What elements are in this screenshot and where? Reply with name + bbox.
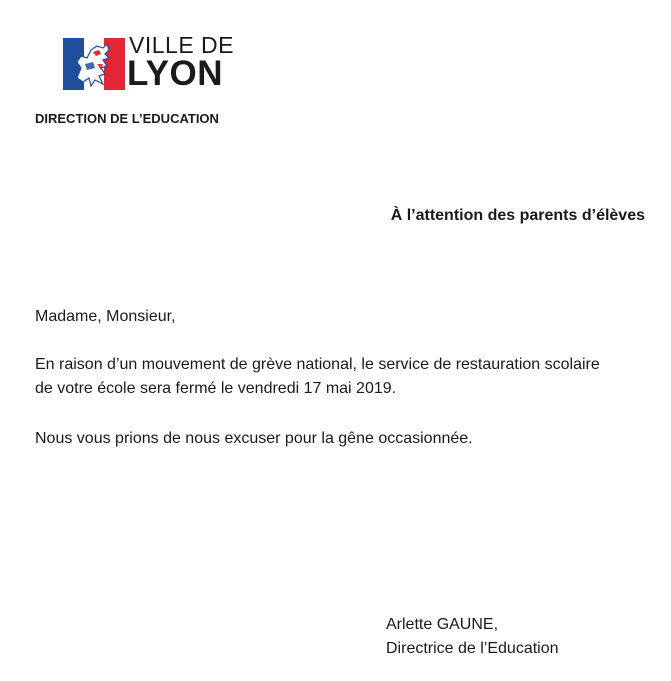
logo-text-ville-de: VILLE DE [129,32,234,58]
ville-de-lyon-logo [63,32,234,94]
signatory-name: Arlette GAUNE, [386,616,499,633]
paragraph-closure-notice [35,353,600,401]
logo-text-lyon: LYON [127,54,224,93]
department-heading: DIRECTION DE L’EDUCATION [35,111,219,126]
lion-emblem-icon [63,38,125,90]
recipient-line: À l’attention des parents d’élèves [390,207,645,224]
salutation: Madame, Monsieur, [35,308,176,325]
signature-block [386,613,559,661]
paragraph-line: En raison d’un mouvement de grève national, le service de restauration scolaire [35,356,600,373]
paragraph-apology: Nous vous prions de nous excuser pour la gêne occasionnée. [35,430,473,447]
signatory-title: Directrice de l’Education [386,640,559,657]
paragraph-line: de votre école sera fermé le vendredi 17 mai 2019. [35,380,397,397]
